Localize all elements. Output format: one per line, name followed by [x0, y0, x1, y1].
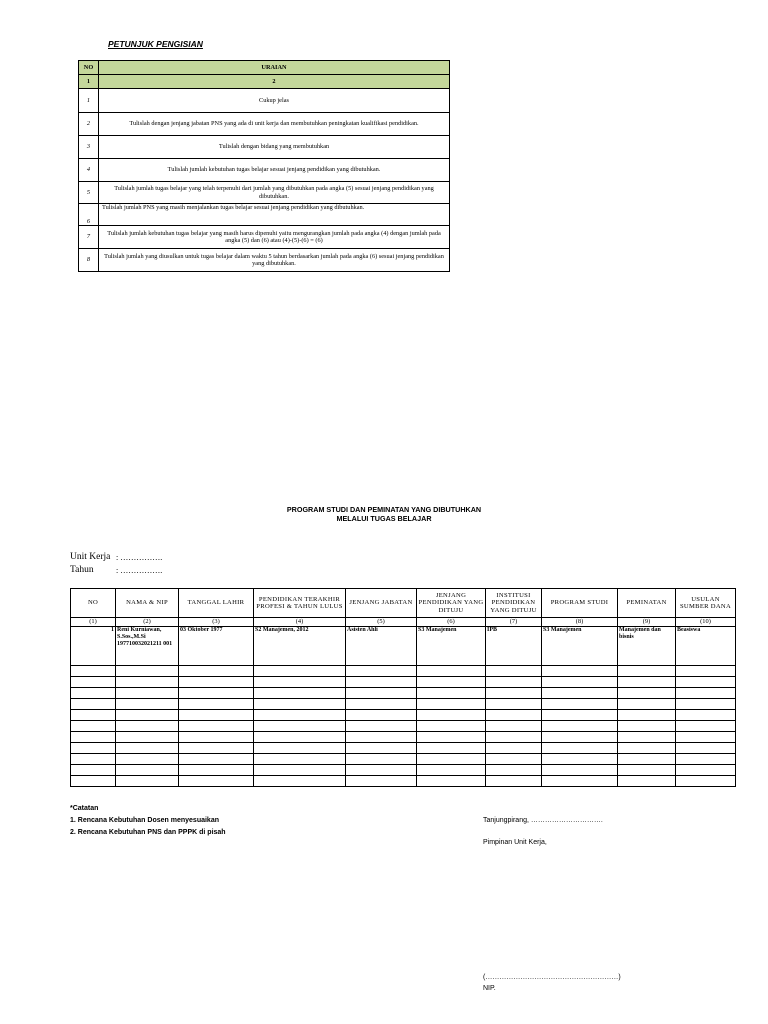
table-cell-blank: [254, 688, 346, 699]
table-cell-blank: [542, 721, 618, 732]
cell-tanggal-lahir: 03 Oktober 1977: [179, 627, 254, 666]
table-cell-blank: [417, 666, 486, 677]
petunjuk-row-text: Tulislah jumlah kebutuhan tugas belajar sesuai jenjang pendidikan yang dibutuhkan.: [99, 159, 450, 182]
table-cell-blank: [346, 677, 417, 688]
cell-nama-nip: Reni Kurniawan, S.Sos.,M.Si 197710032021211 001: [116, 627, 179, 666]
table-cell-blank: [486, 754, 542, 765]
table-row-blank: [71, 677, 736, 688]
petunjuk-row: [79, 182, 450, 204]
table-cell-blank: [486, 765, 542, 776]
table-cell-blank: [346, 710, 417, 721]
table-cell-blank: [676, 765, 736, 776]
table-cell-blank: [676, 677, 736, 688]
table-number-row: [71, 618, 736, 627]
table-cell-blank: [676, 743, 736, 754]
table-cell-blank: [618, 721, 676, 732]
table-cell-blank: [486, 699, 542, 710]
form-title-line1: PROGRAM STUDI DAN PEMINATAN YANG DIBUTUHKAN: [286, 505, 482, 514]
table-cell-blank: [179, 776, 254, 787]
cell-no: 1: [71, 627, 116, 666]
column-number: (4): [254, 618, 346, 627]
table-cell-blank: [346, 666, 417, 677]
table-cell-blank: [486, 721, 542, 732]
table-row-blank: [71, 776, 736, 787]
header-pendidikan-terakhir: PENDIDIKAN TERAKHIR PROFESI & TAHUN LULUS: [254, 589, 346, 618]
table-cell-blank: [179, 688, 254, 699]
table-cell-blank: [116, 677, 179, 688]
table-cell-blank: [116, 765, 179, 776]
header-jenjang-pendidikan: JENJANG PENDIDIKAN YANG DITUJU: [417, 589, 486, 618]
place-date: Tanjungpirang, ………………………….: [483, 817, 603, 824]
form-title-line2: MELALUI TUGAS BELAJAR: [336, 514, 432, 523]
tahun-value: : …………….: [116, 566, 163, 575]
table-cell-blank: [71, 710, 116, 721]
catatan-title: *Catatan: [70, 805, 99, 812]
column-number: (1): [71, 618, 116, 627]
petunjuk-row-no: 4: [79, 159, 99, 182]
petunjuk-row: [79, 136, 450, 159]
table-cell-blank: [71, 732, 116, 743]
petunjuk-subheader-uraian: 2: [99, 75, 450, 89]
table-cell-blank: [116, 666, 179, 677]
table-cell-blank: [346, 699, 417, 710]
petunjuk-subheader-row: [79, 75, 450, 89]
table-row-blank: [71, 710, 736, 721]
header-nama-nip: NAMA & NIP: [116, 589, 179, 618]
table-cell-blank: [346, 743, 417, 754]
table-cell-blank: [542, 776, 618, 787]
table-cell-blank: [179, 743, 254, 754]
table-cell-blank: [542, 732, 618, 743]
table-cell-blank: [71, 743, 116, 754]
table-row-blank: [71, 666, 736, 677]
header-institusi: INSTITUSI PENDIDIKAN YANG DITUJU: [486, 589, 542, 618]
table-cell-blank: [618, 710, 676, 721]
tahun-label: Tahun: [70, 565, 94, 575]
table-cell-blank: [346, 721, 417, 732]
petunjuk-row-text: Tulislah jumlah PNS yang masih menjalankan tugas belajar sesuai jenjang pendidikan yang dibutuhkan.: [99, 204, 450, 226]
table-cell-blank: [254, 754, 346, 765]
table-cell-blank: [71, 754, 116, 765]
petunjuk-row-no: 8: [79, 249, 99, 272]
table-cell-blank: [542, 710, 618, 721]
petunjuk-row-text: Tulislah jumlah tugas belajar yang telah terpenuhi dari jumlah yang dibutuhkan pada angka (5) sesuai jenjang pendidikan yang dibutuhkan.: [99, 182, 450, 204]
table-cell-blank: [254, 776, 346, 787]
header-program-studi: PROGRAM STUDI: [542, 589, 618, 618]
table-cell-blank: [116, 754, 179, 765]
table-cell-blank: [542, 754, 618, 765]
table-cell-blank: [417, 677, 486, 688]
table-cell-blank: [71, 677, 116, 688]
table-cell-blank: [676, 710, 736, 721]
table-cell-blank: [542, 688, 618, 699]
table-cell-blank: [116, 721, 179, 732]
cell-peminatan: Manajemen dan bisnis: [618, 627, 676, 666]
petunjuk-row-no: 3: [79, 136, 99, 159]
table-cell-blank: [542, 666, 618, 677]
cell-jabatan: Asisten Ahli: [346, 627, 417, 666]
table-cell-blank: [179, 721, 254, 732]
table-row-blank: [71, 743, 736, 754]
table-cell-blank: [346, 765, 417, 776]
column-number: (5): [346, 618, 417, 627]
table-cell-blank: [618, 776, 676, 787]
catatan-note-1: 1. Rencana Kebutuhan Dosen menyesuaikan: [70, 817, 219, 824]
petunjuk-row-no: 6: [79, 204, 99, 226]
header-tanggal-lahir: TANGGAL LAHIR: [179, 589, 254, 618]
table-cell-blank: [254, 666, 346, 677]
table-cell-blank: [486, 732, 542, 743]
table-cell-blank: [542, 699, 618, 710]
table-cell-blank: [618, 666, 676, 677]
table-row-blank: [71, 721, 736, 732]
table-row-blank: [71, 688, 736, 699]
column-number: (9): [618, 618, 676, 627]
petunjuk-row-no: 5: [79, 182, 99, 204]
table-cell-blank: [486, 688, 542, 699]
table-cell-blank: [486, 743, 542, 754]
table-cell-blank: [116, 699, 179, 710]
table-cell-blank: [116, 743, 179, 754]
petunjuk-table: [78, 60, 450, 272]
table-cell-blank: [618, 732, 676, 743]
signature-name-line: (…………………………………………………): [483, 974, 621, 981]
petunjuk-row: [79, 159, 450, 182]
table-cell-blank: [254, 721, 346, 732]
table-cell-blank: [346, 776, 417, 787]
table-cell-blank: [486, 776, 542, 787]
table-cell-blank: [676, 776, 736, 787]
catatan-note-2: 2. Rencana Kebutuhan PNS dan PPPK di pisah: [70, 829, 226, 836]
table-cell-blank: [417, 743, 486, 754]
table-cell-blank: [179, 754, 254, 765]
table-cell-blank: [179, 666, 254, 677]
table-cell-blank: [542, 765, 618, 776]
column-number: (8): [542, 618, 618, 627]
table-cell-blank: [71, 666, 116, 677]
unit-kerja-label: Unit Kerja: [70, 552, 111, 562]
table-cell-blank: [542, 743, 618, 754]
header-jenjang-jabatan: JENJANG JABATAN: [346, 589, 417, 618]
table-cell-blank: [618, 677, 676, 688]
column-number: (3): [179, 618, 254, 627]
petunjuk-row-text: Cukup jelas: [99, 89, 450, 113]
table-cell-blank: [417, 754, 486, 765]
petunjuk-row: [79, 204, 450, 226]
table-cell-blank: [618, 688, 676, 699]
table-cell-blank: [116, 688, 179, 699]
header-no: NO: [71, 589, 116, 618]
table-cell-blank: [417, 732, 486, 743]
petunjuk-row: [79, 249, 450, 272]
table-cell-blank: [71, 765, 116, 776]
cell-jenjang: S3 Manajemen: [417, 627, 486, 666]
petunjuk-row: [79, 89, 450, 113]
table-cell-blank: [618, 754, 676, 765]
column-number: (7): [486, 618, 542, 627]
table-cell-blank: [179, 677, 254, 688]
table-cell-blank: [417, 776, 486, 787]
table-cell-blank: [618, 743, 676, 754]
petunjuk-row-text: Tulislah dengan bidang yang membutuhkan: [99, 136, 450, 159]
table-cell-blank: [116, 710, 179, 721]
petunjuk-row-no: 7: [79, 226, 99, 249]
table-row-blank: [71, 699, 736, 710]
table-cell-blank: [116, 776, 179, 787]
cell-sumber-dana: Beasiswa: [676, 627, 736, 666]
table-cell-blank: [179, 710, 254, 721]
table-cell-blank: [179, 765, 254, 776]
cell-institusi: IPB: [486, 627, 542, 666]
cell-program-studi: S3 Manajemen: [542, 627, 618, 666]
table-cell-blank: [618, 765, 676, 776]
table-row-blank: [71, 732, 736, 743]
petunjuk-row-no: 1: [79, 89, 99, 113]
header-peminatan: PEMINATAN: [618, 589, 676, 618]
table-cell-blank: [486, 677, 542, 688]
table-row-blank: [71, 765, 736, 776]
petunjuk-title: PETUNJUK PENGISIAN: [108, 39, 203, 49]
table-cell-blank: [417, 710, 486, 721]
petunjuk-row-text: Tulislah dengan jenjang jabatan PNS yang ada di unit kerja dan membutuhkan peningkatan kualifikasi pendidikan.: [99, 113, 450, 136]
column-number: (6): [417, 618, 486, 627]
table-cell-blank: [71, 721, 116, 732]
table-cell-blank: [676, 721, 736, 732]
table-cell-blank: [254, 699, 346, 710]
table-cell-blank: [346, 754, 417, 765]
table-row: [71, 627, 736, 666]
petunjuk-row-text: Tulislah jumlah yang diusulkan untuk tugas belajar dalam waktu 5 tahun berdasarkan jumlah pada angka (6) sesuai jenjang pendidikan yang dibutuhkan.: [99, 249, 450, 272]
table-cell-blank: [676, 688, 736, 699]
table-cell-blank: [417, 765, 486, 776]
table-cell-blank: [254, 732, 346, 743]
table-cell-blank: [71, 688, 116, 699]
table-cell-blank: [486, 710, 542, 721]
table-cell-blank: [346, 732, 417, 743]
nip-label: NIP.: [483, 985, 496, 992]
table-cell-blank: [254, 710, 346, 721]
petunjuk-header-no: NO: [79, 61, 99, 75]
column-number: (10): [676, 618, 736, 627]
table-cell-blank: [71, 699, 116, 710]
table-cell-blank: [676, 754, 736, 765]
table-cell-blank: [417, 721, 486, 732]
petunjuk-header-uraian: URAIAN: [99, 61, 450, 75]
petunjuk-row-text: Tulislah jumlah kebutuhan tugas belajar yang masih harus dipenuhi yaitu mengurangkan jumlah pada angka (4) dengan jumlah pada angka (5) dan (6) atau (4)-(5)-(6) = (6): [99, 226, 450, 249]
cell-pendidikan: S2 Manajemen, 2012: [254, 627, 346, 666]
table-cell-blank: [179, 699, 254, 710]
unit-kerja-value: : …………….: [116, 553, 163, 562]
table-cell-blank: [179, 732, 254, 743]
petunjuk-header-row: [79, 61, 450, 75]
table-cell-blank: [346, 688, 417, 699]
petunjuk-subheader-no: 1: [79, 75, 99, 89]
table-row-blank: [71, 754, 736, 765]
petunjuk-row: [79, 226, 450, 249]
table-cell-blank: [116, 732, 179, 743]
table-header-row: [71, 589, 736, 618]
petunjuk-row: [79, 113, 450, 136]
table-cell-blank: [618, 699, 676, 710]
table-cell-blank: [676, 699, 736, 710]
table-cell-blank: [254, 765, 346, 776]
table-cell-blank: [486, 666, 542, 677]
table-cell-blank: [676, 666, 736, 677]
table-cell-blank: [254, 677, 346, 688]
table-cell-blank: [676, 732, 736, 743]
table-cell-blank: [542, 677, 618, 688]
header-usulan-sumber-dana: USULAN SUMBER DANA: [676, 589, 736, 618]
table-cell-blank: [71, 776, 116, 787]
kebutuhan-table: [70, 588, 736, 787]
table-cell-blank: [417, 699, 486, 710]
table-cell-blank: [417, 688, 486, 699]
pimpinan-label: Pimpinan Unit Kerja,: [483, 839, 547, 846]
petunjuk-row-no: 2: [79, 113, 99, 136]
table-cell-blank: [254, 743, 346, 754]
column-number: (2): [116, 618, 179, 627]
